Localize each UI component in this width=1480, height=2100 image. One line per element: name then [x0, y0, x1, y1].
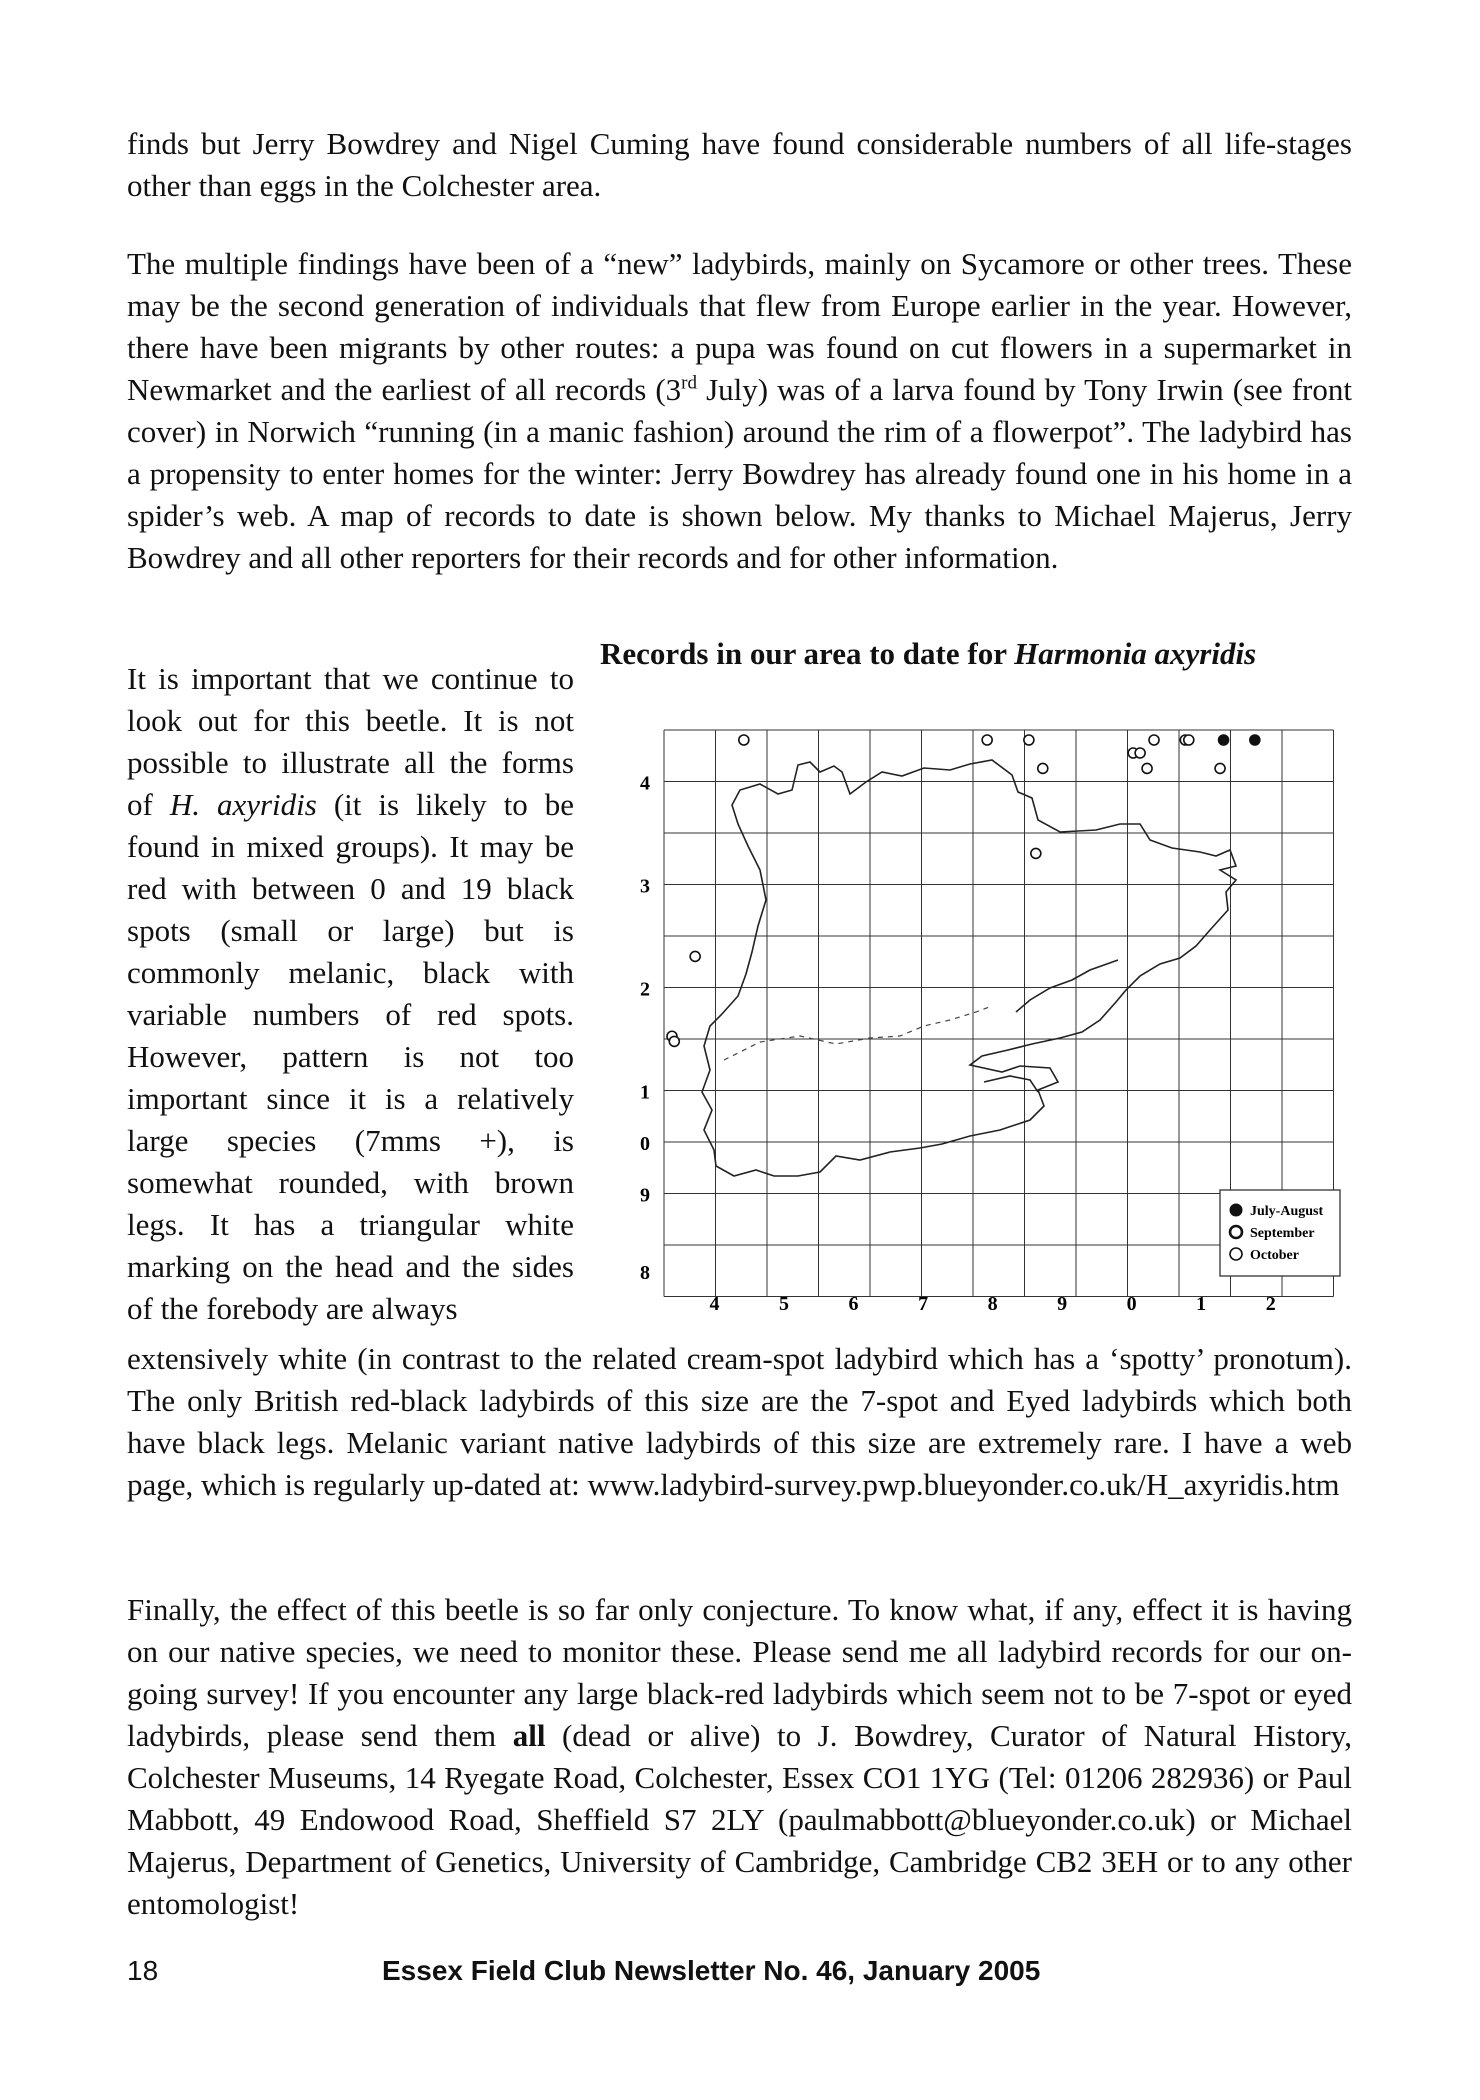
record-marker — [1135, 748, 1145, 758]
map-y-label: 9 — [640, 1184, 650, 1207]
paragraph-2 — [127, 243, 1352, 579]
record-marker — [690, 951, 700, 961]
district-boundary-dashed — [724, 1006, 992, 1060]
legend-label-september: September — [1250, 1226, 1315, 1241]
map-x-label: 6 — [848, 1293, 859, 1315]
map-x-label: 2 — [1265, 1293, 1276, 1315]
map-legend — [1220, 1190, 1340, 1276]
map-title — [600, 636, 1360, 672]
legend-marker-october — [1230, 1248, 1242, 1260]
map-title-prefix: Records in our area to date for — [600, 636, 1015, 671]
map-y-label: 2 — [640, 978, 650, 1001]
record-marker — [1024, 735, 1034, 745]
map-y-label: 8 — [640, 1261, 650, 1284]
map-title-species: Harmonia axyridis — [1014, 636, 1257, 671]
record-marker — [669, 1036, 679, 1046]
ordinal-superscript: rd — [681, 372, 697, 394]
map-x-label: 8 — [987, 1293, 998, 1315]
legend-label-july-august: July-August — [1250, 1204, 1324, 1219]
map-x-label: 5 — [779, 1293, 790, 1315]
page-number: 18 — [127, 1955, 159, 1986]
record-marker — [1215, 763, 1225, 773]
paragraph-5 — [127, 1589, 1352, 1925]
map-y-label: 1 — [640, 1081, 650, 1104]
side-part-b: (it is likely to be found in mixed groups). It may be red with between 0 and 19 black spots (small or large) but is commonly melanic, black with variable numbers of red spots. However, pattern is not too important since it is a relatively large species (7mms +), is somewhat rounded, with brown legs. It has a triangular white marking on the head and the sides of the forebody are always — [127, 787, 575, 1326]
legend-label-october: October — [1250, 1248, 1299, 1263]
side-part-a: It is important that we continue to look out for this beetle. It is not possible to illustrate all the forms of — [127, 661, 574, 822]
paragraph-1: finds but Jerry Bowdrey and Nigel Cuming have found considerable numbers of all life-stages other than eggs in the Colchester area. — [127, 126, 1352, 203]
map-x-label: 1 — [1196, 1293, 1207, 1315]
paragraph-2-part-b: July) was of a larva found by Tony Irwin (see front cover) in Norwich “running (in a manic fashion) around the rim of a flowerpot”. The ladybird has a propensity to enter homes for the winter: Jerry Bowdrey has already found one in his home in a spider’s web. A map of records to date is shown below. My thanks to Michael Majerus, Jerry Bowdrey and all other reporters for their records and for other information. — [127, 372, 1352, 575]
record-marker — [982, 735, 992, 745]
record-marker — [1184, 735, 1194, 745]
map-y-label: 3 — [640, 875, 650, 898]
species-abbreviation: H. axyridis — [169, 787, 317, 822]
essex-coastline — [702, 760, 1236, 1176]
side-column-paragraph — [127, 658, 574, 1330]
legend-marker-july-august — [1230, 1204, 1242, 1216]
distribution-map — [620, 720, 1360, 1320]
record-marker — [1149, 735, 1159, 745]
map-y-labels — [640, 773, 650, 1284]
record-marker — [1031, 848, 1041, 858]
record-marker — [1219, 735, 1229, 745]
map-y-label: 4 — [640, 772, 650, 795]
paragraph-5-part-a: Finally, the effect of this beetle is so far only conjecture. To know what, if any, effect it is having on our native species, we need to monitor these. Please send me all ladybird records for our on-going survey! If you encounter any large black-red ladybirds which seem not to be 7-spot or eyed ladybirds, please send them — [127, 1592, 1352, 1753]
record-marker — [739, 735, 749, 745]
estuary-north — [1016, 960, 1118, 1012]
map-x-label: 4 — [709, 1293, 720, 1315]
legend-marker-september — [1230, 1226, 1242, 1238]
map-y-label: 0 — [640, 1133, 650, 1155]
paragraph-2-part-a: The multiple findings have been of a “new” ladybirds, mainly on Sycamore or other trees. These may be the second generation of individuals that flew from Europe earlier in the year. However, there have been migrants by other routes: a pupa was found on cut flowers in a supermarket in Newmarket and the earliest of all records (3 — [127, 246, 1352, 407]
paragraph-4: extensively white (in contrast to the related cream-spot ladybird which has a ‘spotty’ pronotum). The only British red-black ladybirds of this size are the 7-spot and Eyed ladybirds which both have black legs. Melanic variant native ladybirds of this size are extremely rare. I have a web page, which is regularly up-dated at: www.ladybird-survey.pwp.blueyonder.co.uk/H_axyridis.htm — [127, 1341, 1352, 1502]
record-marker — [1038, 763, 1048, 773]
footer-title: Essex Field Club Newsletter No. 46, January 2005 — [382, 1955, 1041, 1986]
estuary-south — [984, 1076, 1038, 1092]
map-x-label: 0 — [1126, 1293, 1137, 1315]
county-boundary — [702, 760, 1236, 1176]
map-x-label: 7 — [918, 1293, 929, 1315]
paragraph-5-part-b: (dead or alive) to J. Bowdrey, Curator of Natural History, Colchester Museums, 14 Ryegate Road, Colchester, Essex CO1 1YG (Tel: 01206 282936) or Paul Mabbott, 49 Endowood Road, Sheffield S7 2LY (paulmabbott@blueyonder.co.uk) or Michael Majerus, Department of Genetics, University of Cambridge, Cambridge CB2 3EH or to any other entomologist! — [127, 1718, 1352, 1921]
record-marker — [1250, 735, 1260, 745]
emphasis-all: all — [512, 1718, 546, 1753]
record-marker — [1142, 763, 1152, 773]
map-x-label: 9 — [1057, 1293, 1068, 1315]
